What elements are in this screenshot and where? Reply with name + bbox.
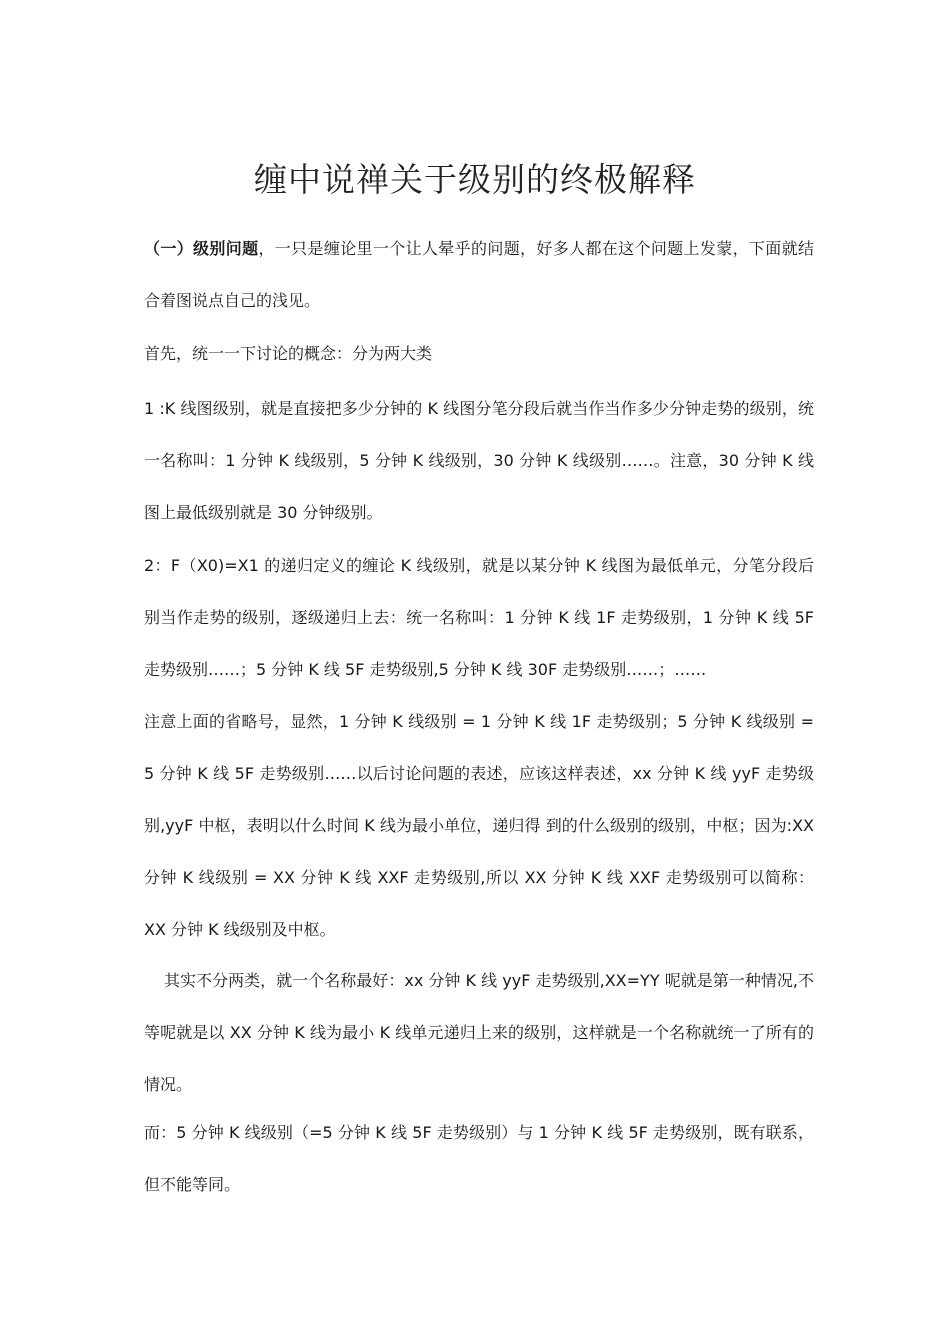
- paragraph-recursive-level: 2：F（X0)=X1 的递归定义的缠论 K 线级别，就是以某分钟 K 线图为最低单元，分笔分段后别当作走势的级别，逐级递归上去：统一名称叫：1 分钟 K 线 1F 走势级别，1 分钟 K 线 5F 走势级别……；5 分钟 K 线 5F 走势级别,5 分钟 K 线 30F 走势级别……；……: [144, 556, 814, 679]
- paragraph-text: ，一只是缠论里一个让人晕乎的问题，好多人都在这个问题上发蒙，下面就结合着图说点自己的浅见。: [144, 239, 814, 310]
- paragraph-comparison: 而：5 分钟 K 线级别（=5 分钟 K 线 5F 走势级别）与 1 分钟 K 线 5F 走势级别，既有联系，但不能等同。: [144, 1123, 814, 1194]
- paragraph-kline-level: 1 :K 线图级别，就是直接把多少分钟的 K 线图分笔分段后就当作当作多少分钟走势的级别，统一名称叫：1 分钟 K 线级别，5 分钟 K 线级别，30 分钟 K 线级别……。注意，30 分钟 K 线图上最低级别就是 30 分钟级别。: [144, 399, 814, 522]
- paragraph-concepts: 首先，统一一下讨论的概念：分为两大类: [144, 344, 433, 363]
- paragraph-ellipsis-note: 注意上面的省略号，显然，1 分钟 K 线级别 = 1 分钟 K 线 1F 走势级别；5 分钟 K 线级别 = 5 分钟 K 线 5F 走势级别……以后讨论问题的表述，应该这样表述，xx 分钟 K 线 yyF 走势级别,yyF 中枢，表明以什么时间 K 线为最小单位，递归得 到的什么级别的级别，中枢；因为:XX 分钟 K 线级别 = XX 分钟 K 线 XXF 走势级别,所以 XX 分钟 K 线 XXF 走势级别可以简称：XX 分钟 K 线级别及中枢。: [144, 712, 814, 939]
- paragraph-single-name: 其实不分两类，就一个名称最好：xx 分钟 K 线 yyF 走势级别,XX=YY 呢就是第一种情况,不等呢就是以 XX 分钟 K 线为最小 K 线单元递归上来的级别，这样就是一个名称就统一了所有的情况。: [144, 971, 814, 1094]
- section-heading: （一）级别问题: [144, 239, 259, 258]
- document-title: 缠中说禅关于级别的终极解释: [254, 160, 696, 199]
- paragraph-level-question: [144, 223, 814, 327]
